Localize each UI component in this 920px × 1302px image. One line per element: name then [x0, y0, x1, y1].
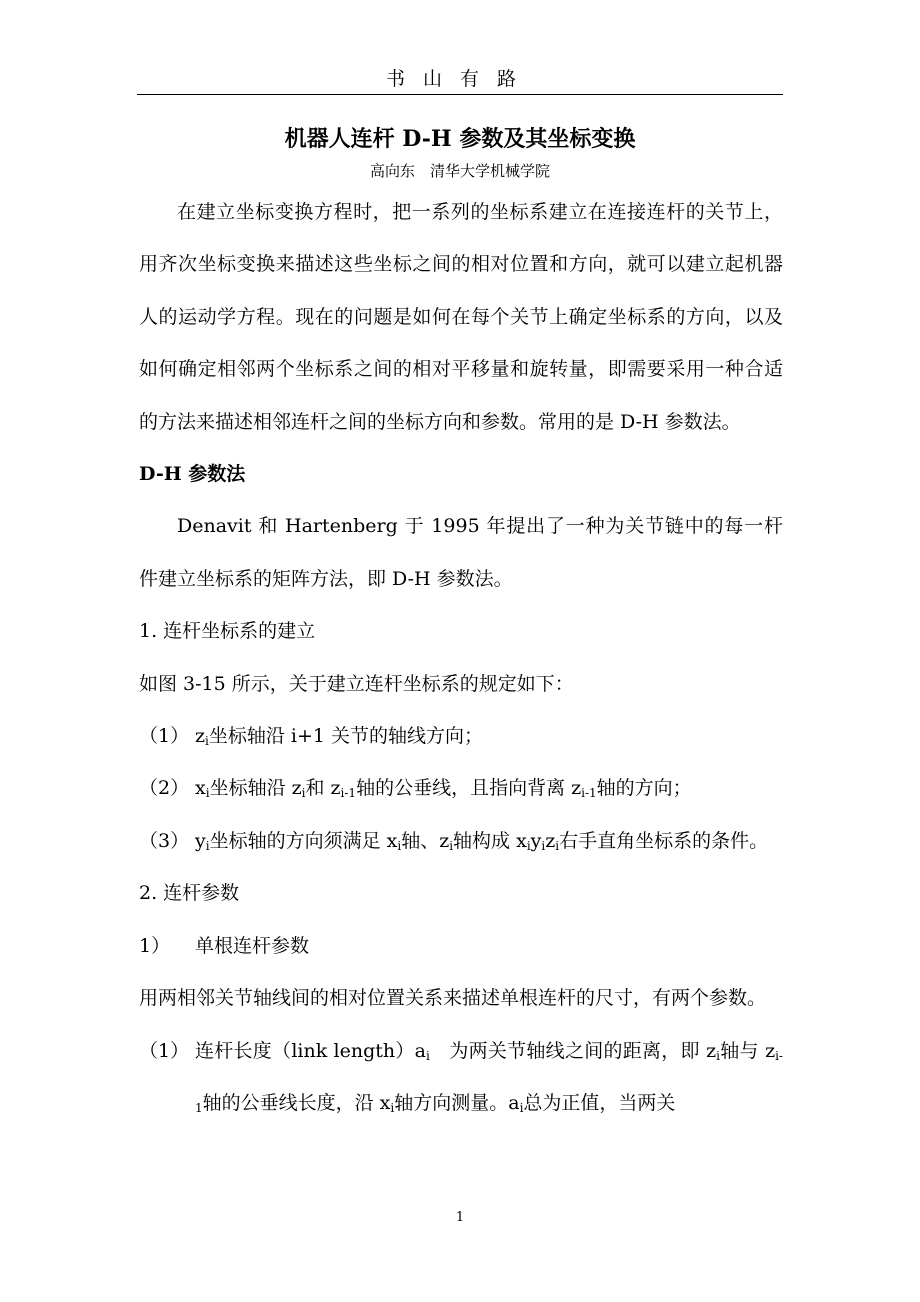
heading-1-lead: 如图 3-15 所示，关于建立连杆坐标系的规定如下： [139, 672, 574, 695]
param-1-number: （1） [139, 1039, 190, 1062]
header-rule [137, 94, 783, 95]
heading-2-lead: 用两相邻关节轴线间的相对位置关系来描述单根连杆的尺寸，有两个参数。 [139, 987, 767, 1010]
document-title: 机器人连杆 D-H 参数及其坐标变换 [284, 126, 636, 152]
heading-2: 2. 连杆参数 [139, 882, 240, 905]
running-header: 书山有路 [385, 68, 534, 90]
rule-2 [139, 762, 783, 814]
document-body [139, 186, 783, 1129]
param-1 [139, 1025, 783, 1130]
rule-2-number: （2） [139, 777, 190, 800]
heading-1: 1. 连杆坐标系的建立 [139, 620, 316, 643]
section-heading: D-H 参数法 [139, 463, 246, 486]
dh-intro-paragraph: Denavit 和 Hartenberg 于 1995 年提出了一种为关节链中的每一杆件建立坐标系的矩阵方法，即 D-H 参数法。 [139, 515, 783, 590]
param-1-text: 连杆长度（link $length)a_i$ 为两关节轴线之间的距离，即 $z_i$轴与 $z_{i-1}$轴的公垂线长度，沿 $x_i$轴方向测量。$a_i$总为正值，当两关 [195, 1039, 783, 1115]
rule-3 [139, 815, 783, 867]
intro-paragraph: 在建立坐标变换方程时，把一系列的坐标系建立在连接连杆的关节上，用齐次坐标变换来描述这些坐标之间的相对位置和方向，就可以建立起机器人的运动学方程。现在的问题是如何在每个关节上确定坐标系的方向，以及如何确定相邻两个坐标系之间的相对平移量和旋转量，即需要采用一种合适的方法来描述相邻连杆之间的坐标方向和参数。常用的是 D-H 参数法。 [139, 201, 783, 433]
page-number: 1 [455, 1210, 465, 1225]
rule-2-text: $x_i$坐标轴沿 $z_i$和 $z_{i-1}$轴的公垂线，且指向背离 $z_{i-1}$轴的方向； [195, 777, 692, 801]
rule-1-number: （1） [139, 725, 190, 748]
heading-2-sub: 1） 单根连杆参数 [139, 934, 310, 957]
rule-3-number: （3） [139, 829, 190, 852]
author-line: 高向东 清华大学机械学院 [369, 162, 550, 180]
rule-3-text: $y_i$坐标轴的方向须满足 $x_i$轴、$z_i$轴构成 $x_iy_iz_i$右手直角坐标系的条件。 [195, 829, 769, 853]
rule-1 [139, 710, 783, 762]
rule-1-text: $z_i$坐标轴沿 i+1 关节的轴线方向； [195, 725, 484, 749]
